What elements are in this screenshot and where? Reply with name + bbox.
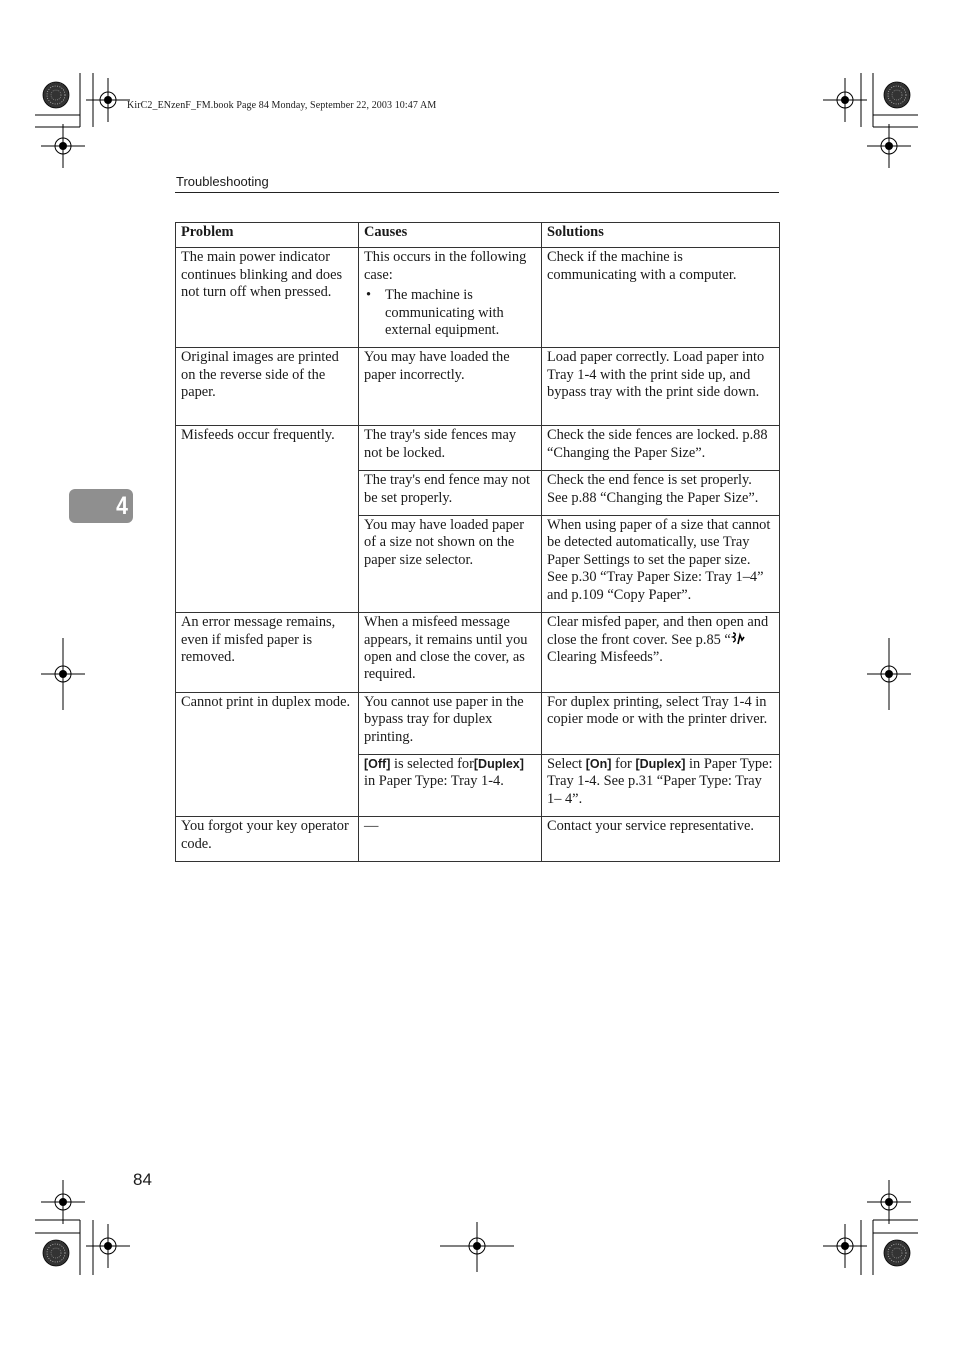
registration-mark-icon [867, 124, 911, 168]
chapter-number: 4 [116, 492, 128, 520]
registration-mark-icon [43, 82, 69, 108]
key-label-duplex: [Duplex] [473, 756, 524, 771]
solution-text: Clear misfed paper, and then open and close the front cover. See p.85 “ [547, 614, 769, 648]
table-row [176, 348, 780, 426]
cause-cell [359, 248, 542, 348]
solution-cell: Check the side fences are locked. p.88 “Changing the Paper Size”. [542, 426, 780, 471]
solution-text: Clearing Misfeeds”. [547, 648, 663, 665]
solution-cell [542, 754, 780, 816]
cause-cell: You may have loaded paper of a size not shown on the paper size selector. [359, 516, 542, 613]
problem-cell: Misfeeds occur frequently. [176, 426, 359, 613]
problem-cell: Cannot print in duplex mode. [176, 692, 359, 816]
table-row [176, 613, 780, 693]
registration-mark-icon [823, 1224, 867, 1268]
key-label-duplex: [Duplex] [635, 756, 686, 771]
column-header-causes: Causes [359, 223, 542, 248]
bullet-text: The machine is communicating with external equipment. [385, 287, 504, 339]
solution-cell: When using paper of a size that cannot be detected automatically, use Tray Paper Settings to set the paper size. See p.30 “Tray Paper Size: Tray 1–4” and p.109 “Copy Paper”. [542, 516, 780, 613]
table-row [176, 817, 780, 862]
solution-cell: Check the end fence is set properly. See p.88 “Changing the Paper Size”. [542, 471, 780, 516]
solution-text: in Paper Type: Tray 1-4. See p.31 “Paper Type: Tray 1– 4”. [547, 755, 773, 807]
registration-mark-icon [41, 124, 85, 168]
cause-cell: The tray's side fences may not be locked. [359, 426, 542, 471]
cause-text: is selected for [390, 755, 474, 772]
chapter-tab [69, 489, 133, 523]
running-head: Troubleshooting [176, 174, 269, 189]
cause-cell: — [359, 817, 542, 862]
problem-cell: You forgot your key operator code. [176, 817, 359, 862]
cause-cell: The tray's end fence may not be set properly. [359, 471, 542, 516]
registration-mark-icon [867, 1180, 911, 1224]
registration-mark-icon [884, 82, 910, 108]
cause-cell: When a misfeed message appears, it remains until you open and close the cover, as required. [359, 613, 542, 693]
book-slug-line: KirC2_ENzenF_FM.book Page 84 Monday, September 22, 2003 10:47 AM [127, 100, 437, 111]
bullet-icon: • [366, 287, 372, 304]
key-label-off: [Off] [364, 756, 391, 771]
problem-cell: Original images are printed on the reverse side of the paper. [176, 348, 359, 426]
misfeed-icon [731, 632, 745, 645]
cause-cell [359, 754, 542, 816]
solution-cell: Check if the machine is communicating with a computer. [542, 248, 780, 348]
solution-cell: Contact your service representative. [542, 817, 780, 862]
header-rule [175, 192, 779, 193]
cause-cell: You may have loaded the paper incorrectly. [359, 348, 542, 426]
registration-mark-icon [41, 1180, 85, 1224]
solution-text: for [611, 755, 636, 772]
solution-cell: For duplex printing, select Tray 1-4 in copier mode or with the printer driver. [542, 692, 780, 754]
column-header-problem: Problem [176, 223, 359, 248]
problem-cell: An error message remains, even if misfed paper is removed. [176, 613, 359, 693]
cause-intro: This occurs in the following case: [364, 249, 527, 283]
solution-text: Select [547, 755, 586, 772]
solution-cell [542, 613, 780, 693]
cause-text: in Paper Type: Tray 1-4. [364, 773, 504, 790]
table-row [176, 426, 780, 471]
table-header-row [176, 223, 780, 248]
column-header-solutions: Solutions [542, 223, 780, 248]
problem-cell: The main power indicator continues blinking and does not turn off when pressed. [176, 248, 359, 348]
troubleshooting-table [175, 222, 780, 862]
key-label-on: [On] [585, 756, 612, 771]
registration-mark-icon [823, 78, 867, 122]
list-item [364, 287, 536, 339]
solution-cell: Load paper correctly. Load paper into Tray 1-4 with the print side up, and bypass tray with the print side down. [542, 348, 780, 426]
table-row [176, 248, 780, 348]
page-number: 84 [133, 1170, 152, 1189]
cause-cell: You cannot use paper in the bypass tray for duplex printing. [359, 692, 542, 754]
registration-mark-icon [884, 1240, 910, 1266]
table-row [176, 692, 780, 754]
registration-mark-icon [43, 1240, 69, 1266]
